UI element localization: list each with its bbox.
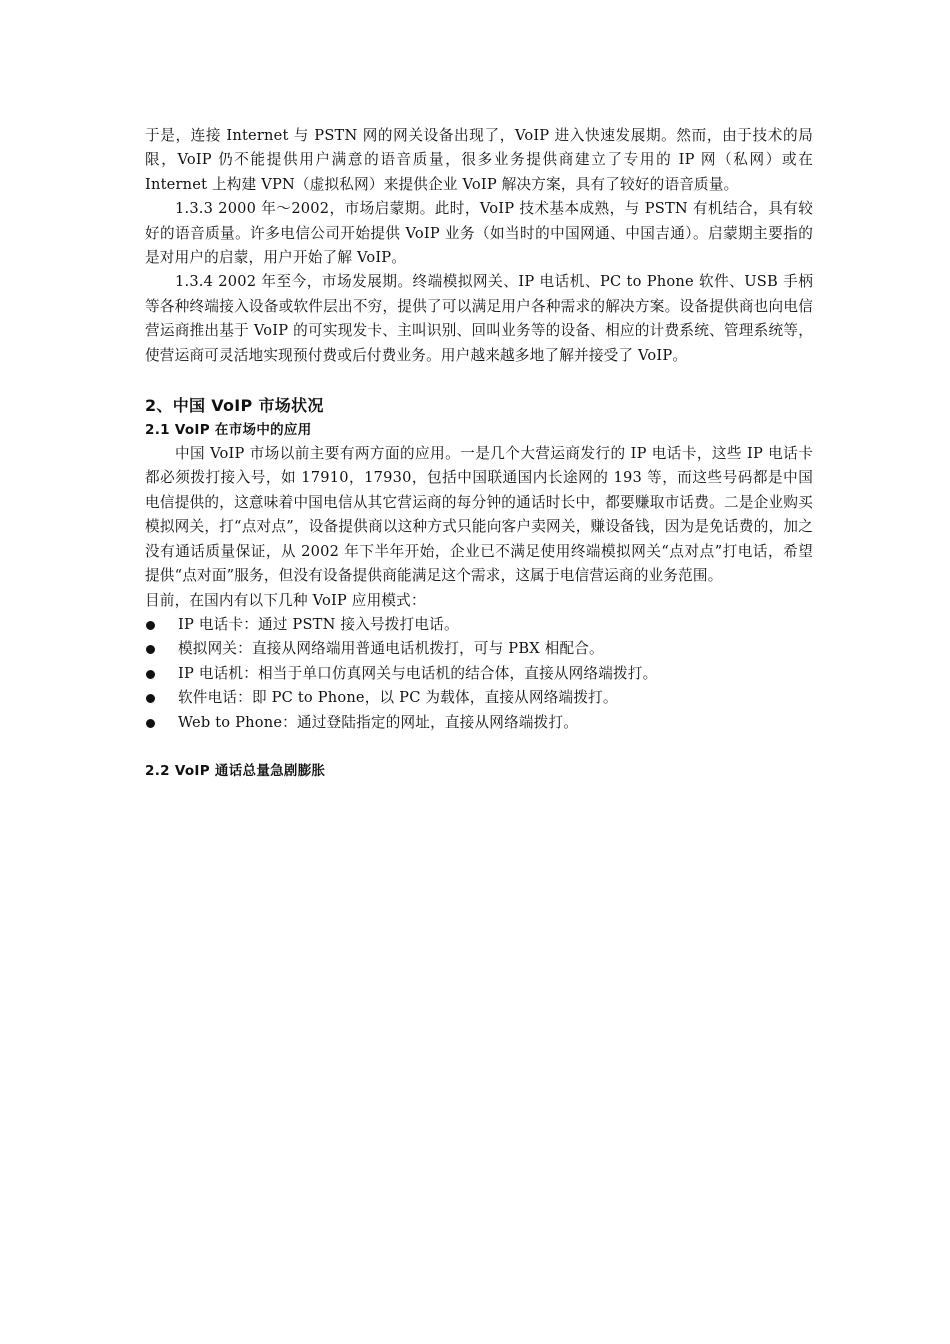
bullet-icon (146, 645, 155, 654)
list-item-text: IP 电话机：相当于单口仿真网关与电话机的结合体，直接从网络端拨打。 (178, 664, 658, 682)
list-item (145, 662, 813, 686)
paragraph-voip-applications: 中国 VoIP 市场以前主要有两方面的应用。一是几个大营运商发行的 IP 电话卡，这些 IP 电话卡都必须拨打接入号，如 17910，17930，包括中国联通国内长途网的 193 等，而这些号码都是中国电信提供的，这意味着中国电信从其它营运商的每分钟的通话时长中，都要赚取市话费。二是企业购买模拟网关，打“点对点”，设备提供商以这种方式只能向客户卖网关，赚设备钱，因为是免话费的，加之没有通话质量保证，从 2002 年下半年开始，企业已不满足使用终端模拟网关“点对点”打电话，希望提供“点对面”服务，但没有设备提供商能满足这个需求，这属于电信营运商的业务范围。 (145, 445, 813, 585)
bullet-icon (146, 719, 155, 728)
list-item (145, 613, 813, 637)
document-body (145, 124, 813, 783)
section-spacer (145, 368, 813, 394)
section-heading-china-voip-market: 2、中国 VoIP 市场状况 (145, 396, 324, 416)
paragraph-market-development: 1.3.4 2002 年至今，市场发展期。终端模拟网关、IP 电话机、PC to Phone 软件、USB 手柄等各种终端接入设备或软件层出不穷，提供了可以满足用户各种需求的解决方案。设备提供商也向电信营运商推出基于 VoIP 的可实现发卡、主叫识别、回叫业务等的设备、相应的计费系统、管理系统等，使营运商可灵活地实现预付费或后付费业务。用户越来越多地了解并接受了 VoIP。 (145, 273, 813, 364)
bullet-icon (146, 670, 155, 679)
section-spacer (145, 735, 813, 759)
list-item-text: Web to Phone：通过登陆指定的网址，直接从网络端拨打。 (178, 713, 579, 731)
subsection-heading-voip-applications: 2.1 VoIP 在市场中的应用 (145, 422, 312, 439)
list-item (145, 711, 813, 735)
paragraph-voip-gateway: 于是，连接 Internet 与 PSTN 网的网关设备出现了，VoIP 进入快速发展期。然而，由于技术的局限，VoIP 仍不能提供用户满意的语音质量，很多业务提供商建立了专用的 IP 网（私网）或在 Internet 上构建 VPN（虚拟私网）来提供企业 VoIP 解决方案，具有了较好的语音质量。 (145, 127, 813, 193)
list-item-text: IP 电话卡：通过 PSTN 接入号拨打电话。 (178, 615, 459, 633)
application-modes-list (145, 613, 813, 735)
bullet-icon (146, 621, 155, 630)
list-item (145, 686, 813, 710)
list-intro: 目前，在国内有以下几种 VoIP 应用模式： (145, 591, 426, 609)
paragraph-market-enlightenment: 1.3.3 2000 年～2002，市场启蒙期。此时，VoIP 技术基本成熟，与 PSTN 有机结合，具有较好的语音质量。许多电信公司开始提供 VoIP 业务（如当时的中国网通、中国吉通）。启蒙期主要指的是对用户的启蒙，用户开始了解 VoIP。 (145, 200, 813, 267)
list-item-text: 软件电话：即 PC to Phone，以 PC 为载体，直接从网络端拨打。 (178, 689, 618, 707)
subsection-heading-voip-traffic-growth: 2.2 VoIP 通话总量急剧膨胀 (145, 762, 326, 779)
list-item (145, 637, 813, 661)
list-item-text: 模拟网关：直接从网络端用普通电话机拨打，可与 PBX 相配合。 (178, 640, 604, 658)
bullet-icon (146, 694, 155, 703)
